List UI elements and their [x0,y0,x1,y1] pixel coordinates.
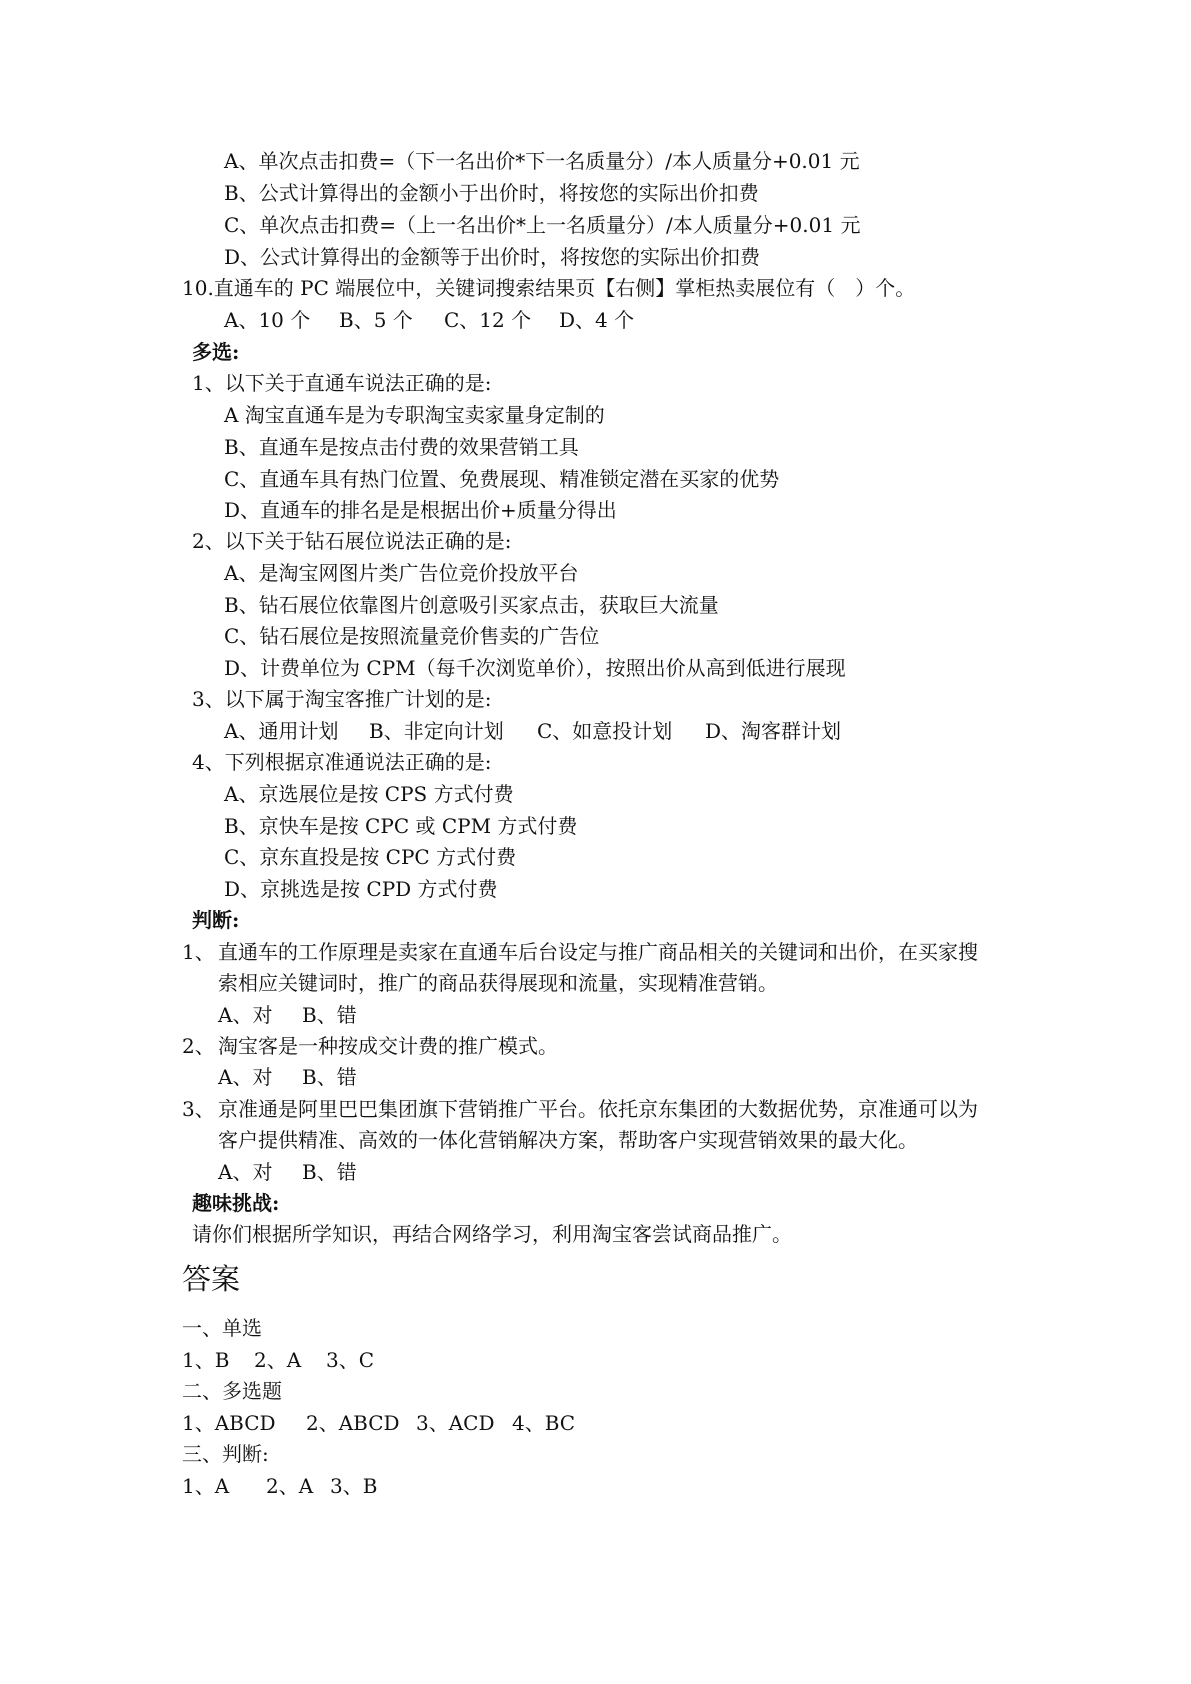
answers-single-items [182,1347,374,1373]
q9-option-d: D、公式计算得出的金额等于出价时，将按您的实际出价扣费 [224,245,761,269]
mc-q2-option-a: A、是淘宝网图片类广告位竞价投放平台 [224,561,579,585]
tf-q1-option-b: B、错 [302,1003,357,1027]
mc-q4-option-c: C、京东直投是按 CPC 方式付费 [224,845,517,869]
answer-item: 2、ABCD [306,1411,400,1435]
mc-q4-option-d: D、京挑选是按 CPD 方式付费 [224,877,498,901]
mc-q3-option-a: A、通用计划 [224,719,339,743]
mc-q1-stem: 1、以下关于直通车说法正确的是: [192,371,492,395]
answer-item: 3、ACD [416,1411,495,1435]
mc-q1-option-a: A 淘宝直通车是为专职淘宝卖家量身定制的 [224,403,605,427]
mc-q2-stem: 2、以下关于钻石展位说法正确的是: [192,529,512,553]
answers-tf-heading: 三、判断: [182,1442,269,1466]
q10-option-a: A、10 个 [224,308,311,332]
answer-item: 4、BC [512,1411,576,1435]
answers-single-heading: 一、单选 [182,1316,262,1340]
mc-q3-option-b: B、非定向计划 [369,719,504,743]
mc-q1-option-c: C、直通车具有热门位置、免费展现、精准锁定潜在买家的优势 [224,467,780,491]
q9-option-b: B、公式计算得出的金额小于出价时，将按您的实际出价扣费 [224,181,759,205]
mc-q3-option-d: D、淘客群计划 [705,719,842,743]
q10-option-c: C、12 个 [444,308,532,332]
multi-choice-heading: 多选: [192,340,240,364]
tf-q2-options [218,1064,357,1090]
challenge-text: 请你们根据所学知识，再结合网络学习，利用淘宝客尝试商品推广。 [192,1222,792,1246]
challenge-heading: 趣味挑战: [192,1191,280,1215]
tf-q1-options [218,1002,357,1028]
tf-q3-number: 3、 [182,1097,215,1121]
answer-item: 1、ABCD [182,1411,276,1435]
tf-q2-option-a: A、对 [218,1065,273,1089]
tf-q2-option-b: B、错 [302,1065,357,1089]
q10-stem: 10.直通车的 PC 端展位中，关键词搜索结果页【右侧】掌柜热卖展位有（ ）个。 [182,276,916,300]
answer-item: 3、C [326,1348,375,1372]
tf-q3-line-1: 京准通是阿里巴巴集团旗下营销推广平台。依托京东集团的大数据优势，京准通可以为 [218,1097,978,1121]
mc-q2-option-d: D、计费单位为 CPM（每千次浏览单价），按照出价从高到低进行展现 [224,656,846,680]
mc-q4-option-a: A、京选展位是按 CPS 方式付费 [224,782,514,806]
tf-q1-number: 1、 [182,940,215,964]
tf-q2-number: 2、 [182,1034,215,1058]
tf-q3-option-a: A、对 [218,1160,273,1184]
answer-item: 1、B [182,1348,230,1372]
mc-q1-option-b: B、直通车是按点击付费的效果营销工具 [224,435,579,459]
mc-q3-option-c: C、如意投计划 [537,719,673,743]
q9-option-a: A、单次点击扣费=（下一名出价*下一名质量分）/本人质量分+0.01 元 [224,149,860,173]
tf-q2-line-1: 淘宝客是一种按成交计费的推广模式。 [218,1034,558,1058]
q10-option-d: D、4 个 [559,308,635,332]
answers-multi-items [182,1410,575,1436]
answers-title: 答案 [182,1262,241,1296]
mc-q3-stem: 3、以下属于淘宝客推广计划的是: [192,687,492,711]
mc-q3-options [224,718,841,744]
mc-q2-option-b: B、钻石展位依靠图片创意吸引买家点击，获取巨大流量 [224,593,719,617]
mc-q2-option-c: C、钻石展位是按照流量竞价售卖的广告位 [224,624,600,648]
q10-option-b: B、5 个 [339,308,413,332]
answers-tf-items [182,1473,377,1499]
q10-options [224,307,634,333]
mc-q4-stem: 4、下列根据京准通说法正确的是: [192,750,492,774]
tf-q3-option-b: B、错 [302,1160,357,1184]
answer-item: 3、B [330,1474,378,1498]
answer-item: 1、A [182,1474,230,1498]
q9-option-c: C、单次点击扣费=（上一名出价*上一名质量分）/本人质量分+0.01 元 [224,213,861,237]
tf-q3-options [218,1159,357,1185]
answers-multi-heading: 二、多选题 [182,1379,282,1403]
tf-q3-line-2: 客户提供精准、高效的一体化营销解决方案，帮助客户实现营销效果的最大化。 [218,1128,918,1152]
true-false-heading: 判断: [192,908,240,932]
tf-q1-option-a: A、对 [218,1003,273,1027]
tf-q1-line-1: 直通车的工作原理是卖家在直通车后台设定与推广商品相关的关键词和出价，在买家搜 [218,940,978,964]
tf-q1-line-2: 索相应关键词时，推广的商品获得展现和流量，实现精准营销。 [218,971,778,995]
answer-item: 2、A [254,1348,302,1372]
answer-item: 2、A [266,1474,314,1498]
mc-q1-option-d: D、直通车的排名是是根据出价+质量分得出 [224,498,617,522]
mc-q4-option-b: B、京快车是按 CPC 或 CPM 方式付费 [224,814,578,838]
